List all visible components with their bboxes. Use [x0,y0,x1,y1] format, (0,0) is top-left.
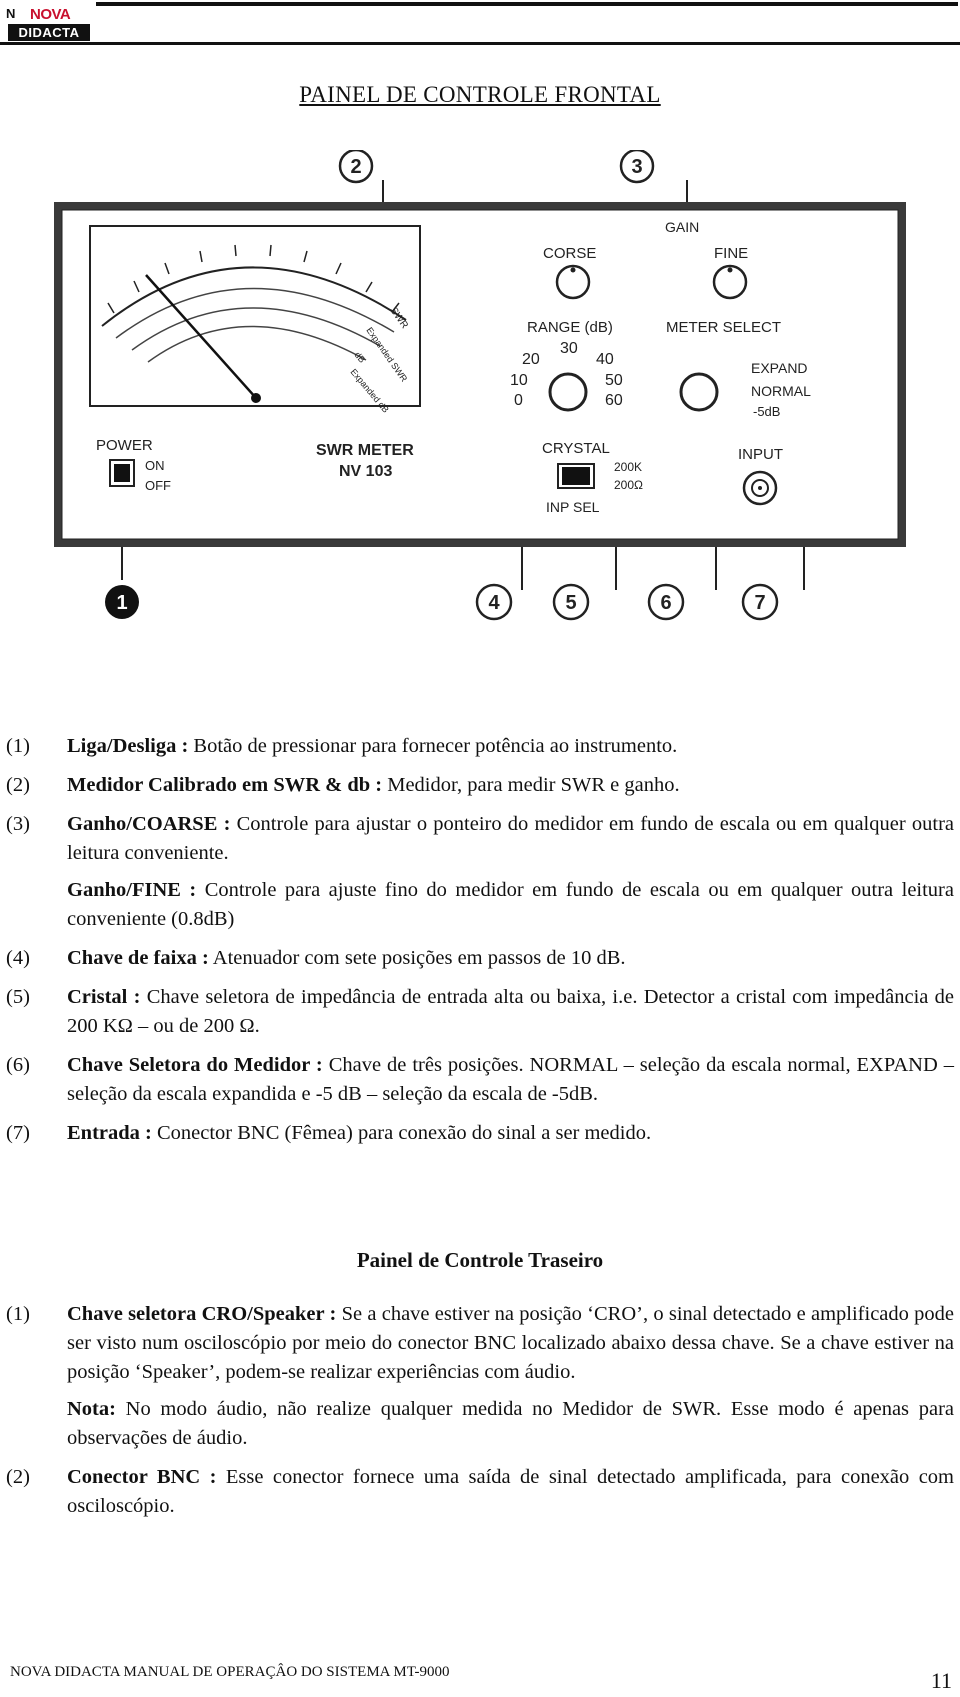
svg-text:60: 60 [605,392,623,409]
front-panel-diagram [54,150,906,680]
svg-text:METER SELECT: METER SELECT [666,319,782,336]
list-item: (6) Chave Seletora do Medidor : Chave de três posições. NORMAL – seleção da escala normal, EXPAND – seleção da escala expandida e -5 dB – seleção da escala de -5dB. [6,1054,954,1105]
svg-text:20: 20 [522,351,540,368]
svg-text:ON: ON [145,458,165,473]
callout-2: 2 [350,156,362,178]
logo-top-text: NOVA [30,6,71,23]
svg-text:40: 40 [596,351,614,368]
svg-text:dB: dB [352,349,368,365]
svg-text:FINE: FINE [714,245,749,262]
svg-text:Expanded dB: Expanded dB [348,366,391,415]
svg-text:200Ω: 200Ω [614,478,643,492]
callout-6: 6 [660,592,672,614]
rear-panel-items [6,1300,954,1531]
nova-didacta-logo [6,4,92,42]
list-item: (1) Liga/Desliga : Botão de pressionar para fornecer potência ao instrumento. [6,735,678,757]
list-item: (5) Cristal : Chave seletora de impedância de entrada alta ou baixa, i.e. Detector a cristal com impedância de 200 KΩ – ou de 200 Ω. [6,986,954,1037]
list-item: (2) Medidor Calibrado em SWR & db : Medidor, para medir SWR e ganho. [6,774,680,796]
callout-3: 3 [631,156,643,178]
list-item: (3) Ganho/COARSE : Controle para ajustar o ponteiro do medidor em fundo de escala ou em qualquer outra leitura conveniente. Ganho/FINE : Controle para ajuste fino do medidor em fundo de escala ou em qualquer outra leitura conveniente (0.8dB) [6,813,954,930]
svg-text:INP SEL: INP SEL [546,499,600,515]
callout-7: 7 [754,592,766,614]
callout-5: 5 [565,592,577,614]
svg-text:50: 50 [605,372,623,389]
page-number: 11 [930,1668,952,1693]
svg-text:OFF: OFF [145,478,171,493]
svg-text:NV 103: NV 103 [339,463,393,480]
list-item: (7) Entrada : Conector BNC (Fêmea) para conexão do sinal a ser medido. [6,1122,652,1144]
list-item: (2) Conector BNC : Esse conector fornece uma saída de sinal detectado amplificada, para conexão com osciloscópio. [6,1466,954,1517]
svg-text:SWR METER: SWR METER [316,442,414,459]
svg-text:POWER: POWER [96,437,153,454]
logo-bottom-text: DIDACTA [8,24,90,41]
svg-text:30: 30 [560,340,578,357]
page-footer: NOVA DIDACTA MANUAL DE OPERAÇÂO DO SISTEMA MT-9000 [10,1664,450,1680]
header-rule-bottom [0,42,960,45]
front-panel-items [6,732,954,1158]
svg-text:0: 0 [514,392,523,409]
svg-text:INPUT: INPUT [738,446,783,463]
svg-text:CORSE: CORSE [543,245,597,262]
svg-text:EXPAND: EXPAND [751,360,808,376]
svg-text:-5dB: -5dB [753,404,781,419]
svg-text:NORMAL: NORMAL [751,383,811,399]
svg-text:CRYSTAL: CRYSTAL [542,440,610,457]
section-title-rear-panel: Painel de Controle Traseiro [356,1248,604,1272]
logo-mark-icon: N [6,6,16,21]
callout-4: 4 [488,592,500,614]
svg-text:200K: 200K [614,460,643,474]
svg-text:GAIN: GAIN [665,219,700,235]
callout-1: 1 [116,592,128,614]
svg-text:10: 10 [510,372,528,389]
page-header [0,0,960,46]
svg-text:RANGE (dB): RANGE (dB) [527,319,613,336]
swr-meter-face [90,226,420,415]
list-item: (1) Chave seletora CRO/Speaker : Se a chave estiver na posição ‘CRO’, o sinal detectado e amplificado pode ser visto num osciloscópio por meio do conector BNC localizado abaixo dessa chave. Se a chave estiver na posição ‘Speaker’, podem-se realizar experiências com áudio. Nota: No modo áudio, não realize qualquer medida no Medidor de SWR. Esse modo é apenas para observações de áudio. [6,1303,955,1449]
svg-text:SWR: SWR [387,305,410,331]
header-rule [96,2,958,6]
page-title: PAINEL DE CONTROLE FRONTAL [299,82,661,107]
list-item: (4) Chave de faixa : Atenuador com sete posições em passos de 10 dB. [6,947,626,969]
svg-text:Expanded SWR: Expanded SWR [364,325,410,384]
